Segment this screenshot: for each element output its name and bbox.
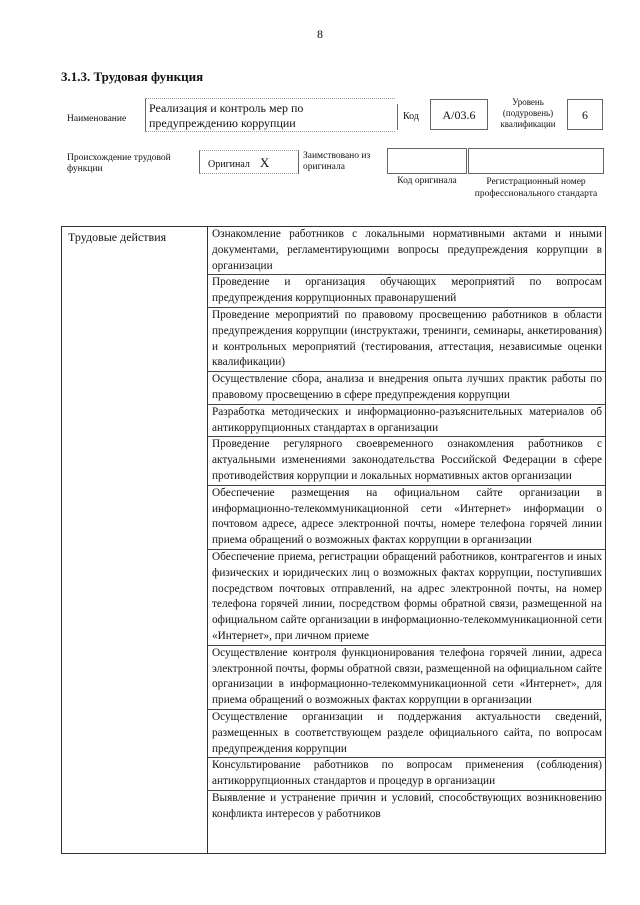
level-value: 6 xyxy=(567,99,603,130)
action-item: Консультирование работников по вопросам применения (соблюдения) антикоррупционных стандартов и процедур в организации xyxy=(207,758,605,791)
borrowed-label: Заимствовано из оригинала xyxy=(298,150,386,174)
function-name: Реализация и контроль мер по предупреждению коррупции xyxy=(145,98,395,132)
action-item: Осуществление сбора, анализа и внедрения опыта лучших практик работы по правовому просвещению в сфере предупреждения коррупции xyxy=(207,372,605,405)
page-number: 8 xyxy=(317,27,323,41)
action-item: Проведение мероприятий по правовому просвещению работников в области предупреждения коррупции (инструктажи, тренинги, семинары, анкетирования) и контрольных мероприятий (тестирования, аттестация, независимые оценки квалификации) xyxy=(207,308,605,372)
original-label: Оригинал xyxy=(208,159,250,170)
section-title: 3.1.3. Трудовая функция xyxy=(61,69,204,84)
action-item: Обеспечение приема, регистрации обращений работников, контрагентов и иных физических и юридических лиц о возможных фактах коррупции, поступивших посредством почтовых отправлений, на адрес электронной почты, на номер телефона горячей линии, посредством формы обратной связи, размещенной на официальном сайте организации в информационно-телекоммуникационной сети «Интернет», при личном приеме xyxy=(207,550,605,646)
original-cell xyxy=(199,150,297,174)
code-label: Код xyxy=(397,104,430,130)
action-item: Обеспечение размещения на официальном сайте организации в информационно-телекоммуникационной сети «Интернет» информации о почтовом адресе, адресе электронной почты, номере телефона горячей линии приема обращений о возможных фактах коррупции в организации xyxy=(207,486,605,550)
action-item: Осуществление организации и поддержания актуальности сведений, размещенных в соответствующем разделе официального сайта, по вопросам предупреждения коррупции xyxy=(207,710,605,758)
name-label: Наименование xyxy=(67,114,127,124)
action-item: Проведение и организация обучающих мероприятий по вопросам предупреждения коррупционных правонарушений xyxy=(207,275,605,308)
labor-actions-table xyxy=(61,226,606,854)
action-item: Проведение регулярного своевременного ознакомления работников с актуальными изменениями законодательства Российской Федерации в сфере противодействия коррупции и локальных нормативных актов организации xyxy=(207,437,605,485)
action-item: Выявление и устранение причин и условий, способствующих возникновению конфликта интересов у работников xyxy=(212,791,602,820)
reg-number-cell xyxy=(468,148,604,174)
reg-number-caption: Регистрационный номер профессионального стандарта xyxy=(474,177,598,199)
action-item: Разработка методических и информационно-разъяснительных материалов об антикоррупционных стандартах в организации xyxy=(207,405,605,438)
action-item: Ознакомление работников с локальными нормативными актами и иными документами, регламентирующими вопросы предупреждения коррупции в организации xyxy=(207,227,605,275)
actions-label: Трудовые действия xyxy=(68,230,167,244)
actions-list xyxy=(207,227,605,822)
origin-label: Происхождение трудовой функции xyxy=(67,153,171,174)
original-code-caption: Код оригинала xyxy=(397,176,457,186)
action-item: Осуществление контроля функционирования телефона горячей линии, адреса электронной почты, формы обратной связи, размещенной на официальном сайте организации в информационно-телекоммуникационной сети «Интернет», для приема обращений о возможных фактах коррупции в организации xyxy=(207,646,605,710)
code-value: А/03.6 xyxy=(430,99,488,130)
original-code-cell xyxy=(387,148,467,174)
level-label: Уровень (подуровень) квалификации xyxy=(500,97,556,129)
original-mark: X xyxy=(259,155,270,170)
